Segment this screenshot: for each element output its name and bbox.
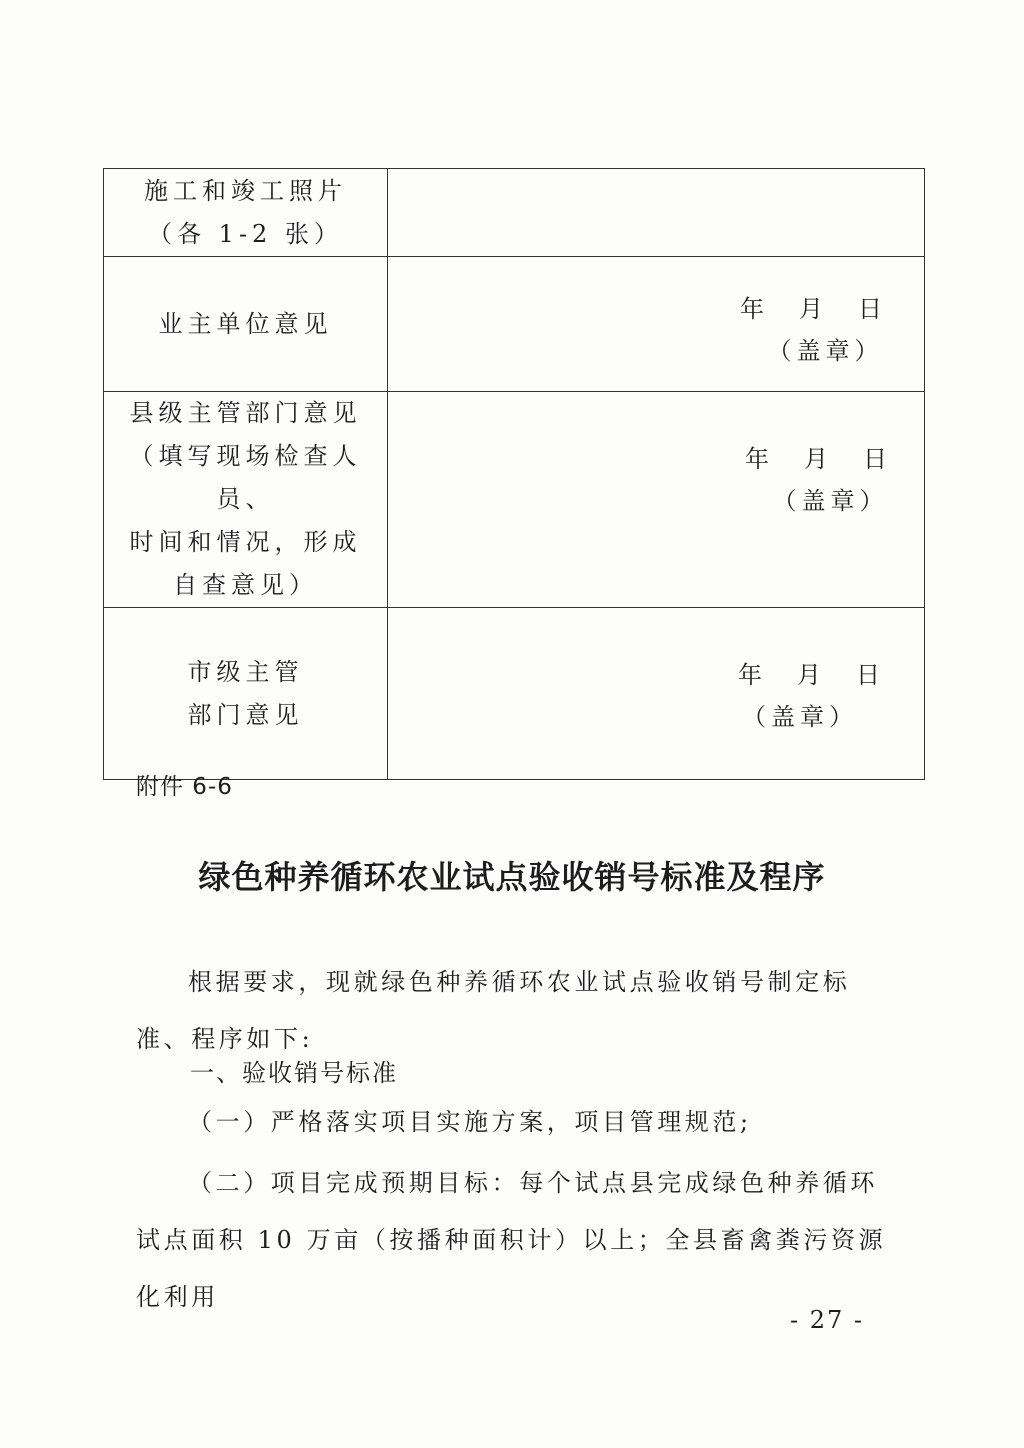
day-char: 日	[863, 445, 892, 473]
page-number: - 27 -	[790, 1306, 865, 1334]
table-row	[104, 169, 925, 257]
date-line	[745, 438, 892, 480]
day-char: 日	[858, 295, 887, 323]
label-line: 时间和情况，形成	[129, 528, 362, 556]
attachment-label: 附件 6-6	[136, 774, 233, 800]
table-row	[104, 392, 925, 608]
seal-text: （盖章）	[767, 337, 884, 365]
year-char: 年	[740, 295, 769, 323]
county-opinion-label-cell	[104, 392, 388, 608]
seal-text: （盖章）	[742, 703, 858, 731]
section-heading: 一、验收销号标准	[190, 1059, 398, 1087]
photos-value-cell	[388, 169, 925, 257]
county-opinion-value-cell	[388, 392, 925, 608]
label-line: 自查意见）	[173, 571, 318, 599]
day-char: 日	[856, 661, 885, 689]
label-line: （填写现场检查人员、	[129, 442, 362, 513]
month-char: 月	[804, 445, 833, 473]
standard-item-2: （二）项目完成预期目标：每个试点县完成绿色种养循环试点面积 10 万亩（按播种面积计）以上；全县畜禽粪污资源化利用	[136, 1169, 887, 1311]
label-line: 县级主管部门意见	[129, 399, 362, 427]
label-line: （各 1-2 张）	[148, 219, 343, 248]
date-line	[740, 288, 887, 330]
month-char: 月	[799, 295, 828, 323]
owner-opinion-label-cell	[104, 257, 388, 392]
label-line: 市级主管	[187, 657, 304, 686]
city-opinion-label-cell	[104, 608, 388, 780]
acceptance-form-table	[103, 168, 925, 780]
seal-text: （盖章）	[772, 487, 889, 515]
label-line: 业主单位意见	[158, 309, 333, 338]
month-char: 月	[797, 661, 826, 689]
table-row	[104, 608, 925, 780]
intro-paragraph: 根据要求，现就绿色种养循环农业试点验收销号制定标准、程序如下:	[136, 968, 851, 1053]
document-title: 绿色种养循环农业试点验收销号标准及程序	[198, 858, 826, 896]
year-char: 年	[745, 445, 774, 473]
date-line	[738, 654, 885, 696]
owner-opinion-value-cell	[388, 257, 925, 392]
city-opinion-value-cell	[388, 608, 925, 780]
date-seal-block	[738, 654, 885, 738]
photos-label-cell	[104, 169, 388, 257]
table-row	[104, 257, 925, 392]
date-seal-block	[740, 288, 887, 372]
label-line: 施工和竣工照片	[144, 176, 347, 205]
standard-item-1: （一）严格落实项目实施方案，项目管理规范;	[188, 1108, 752, 1136]
year-char: 年	[738, 661, 767, 689]
date-seal-block	[745, 438, 892, 522]
label-line: 部门意见	[187, 700, 304, 729]
